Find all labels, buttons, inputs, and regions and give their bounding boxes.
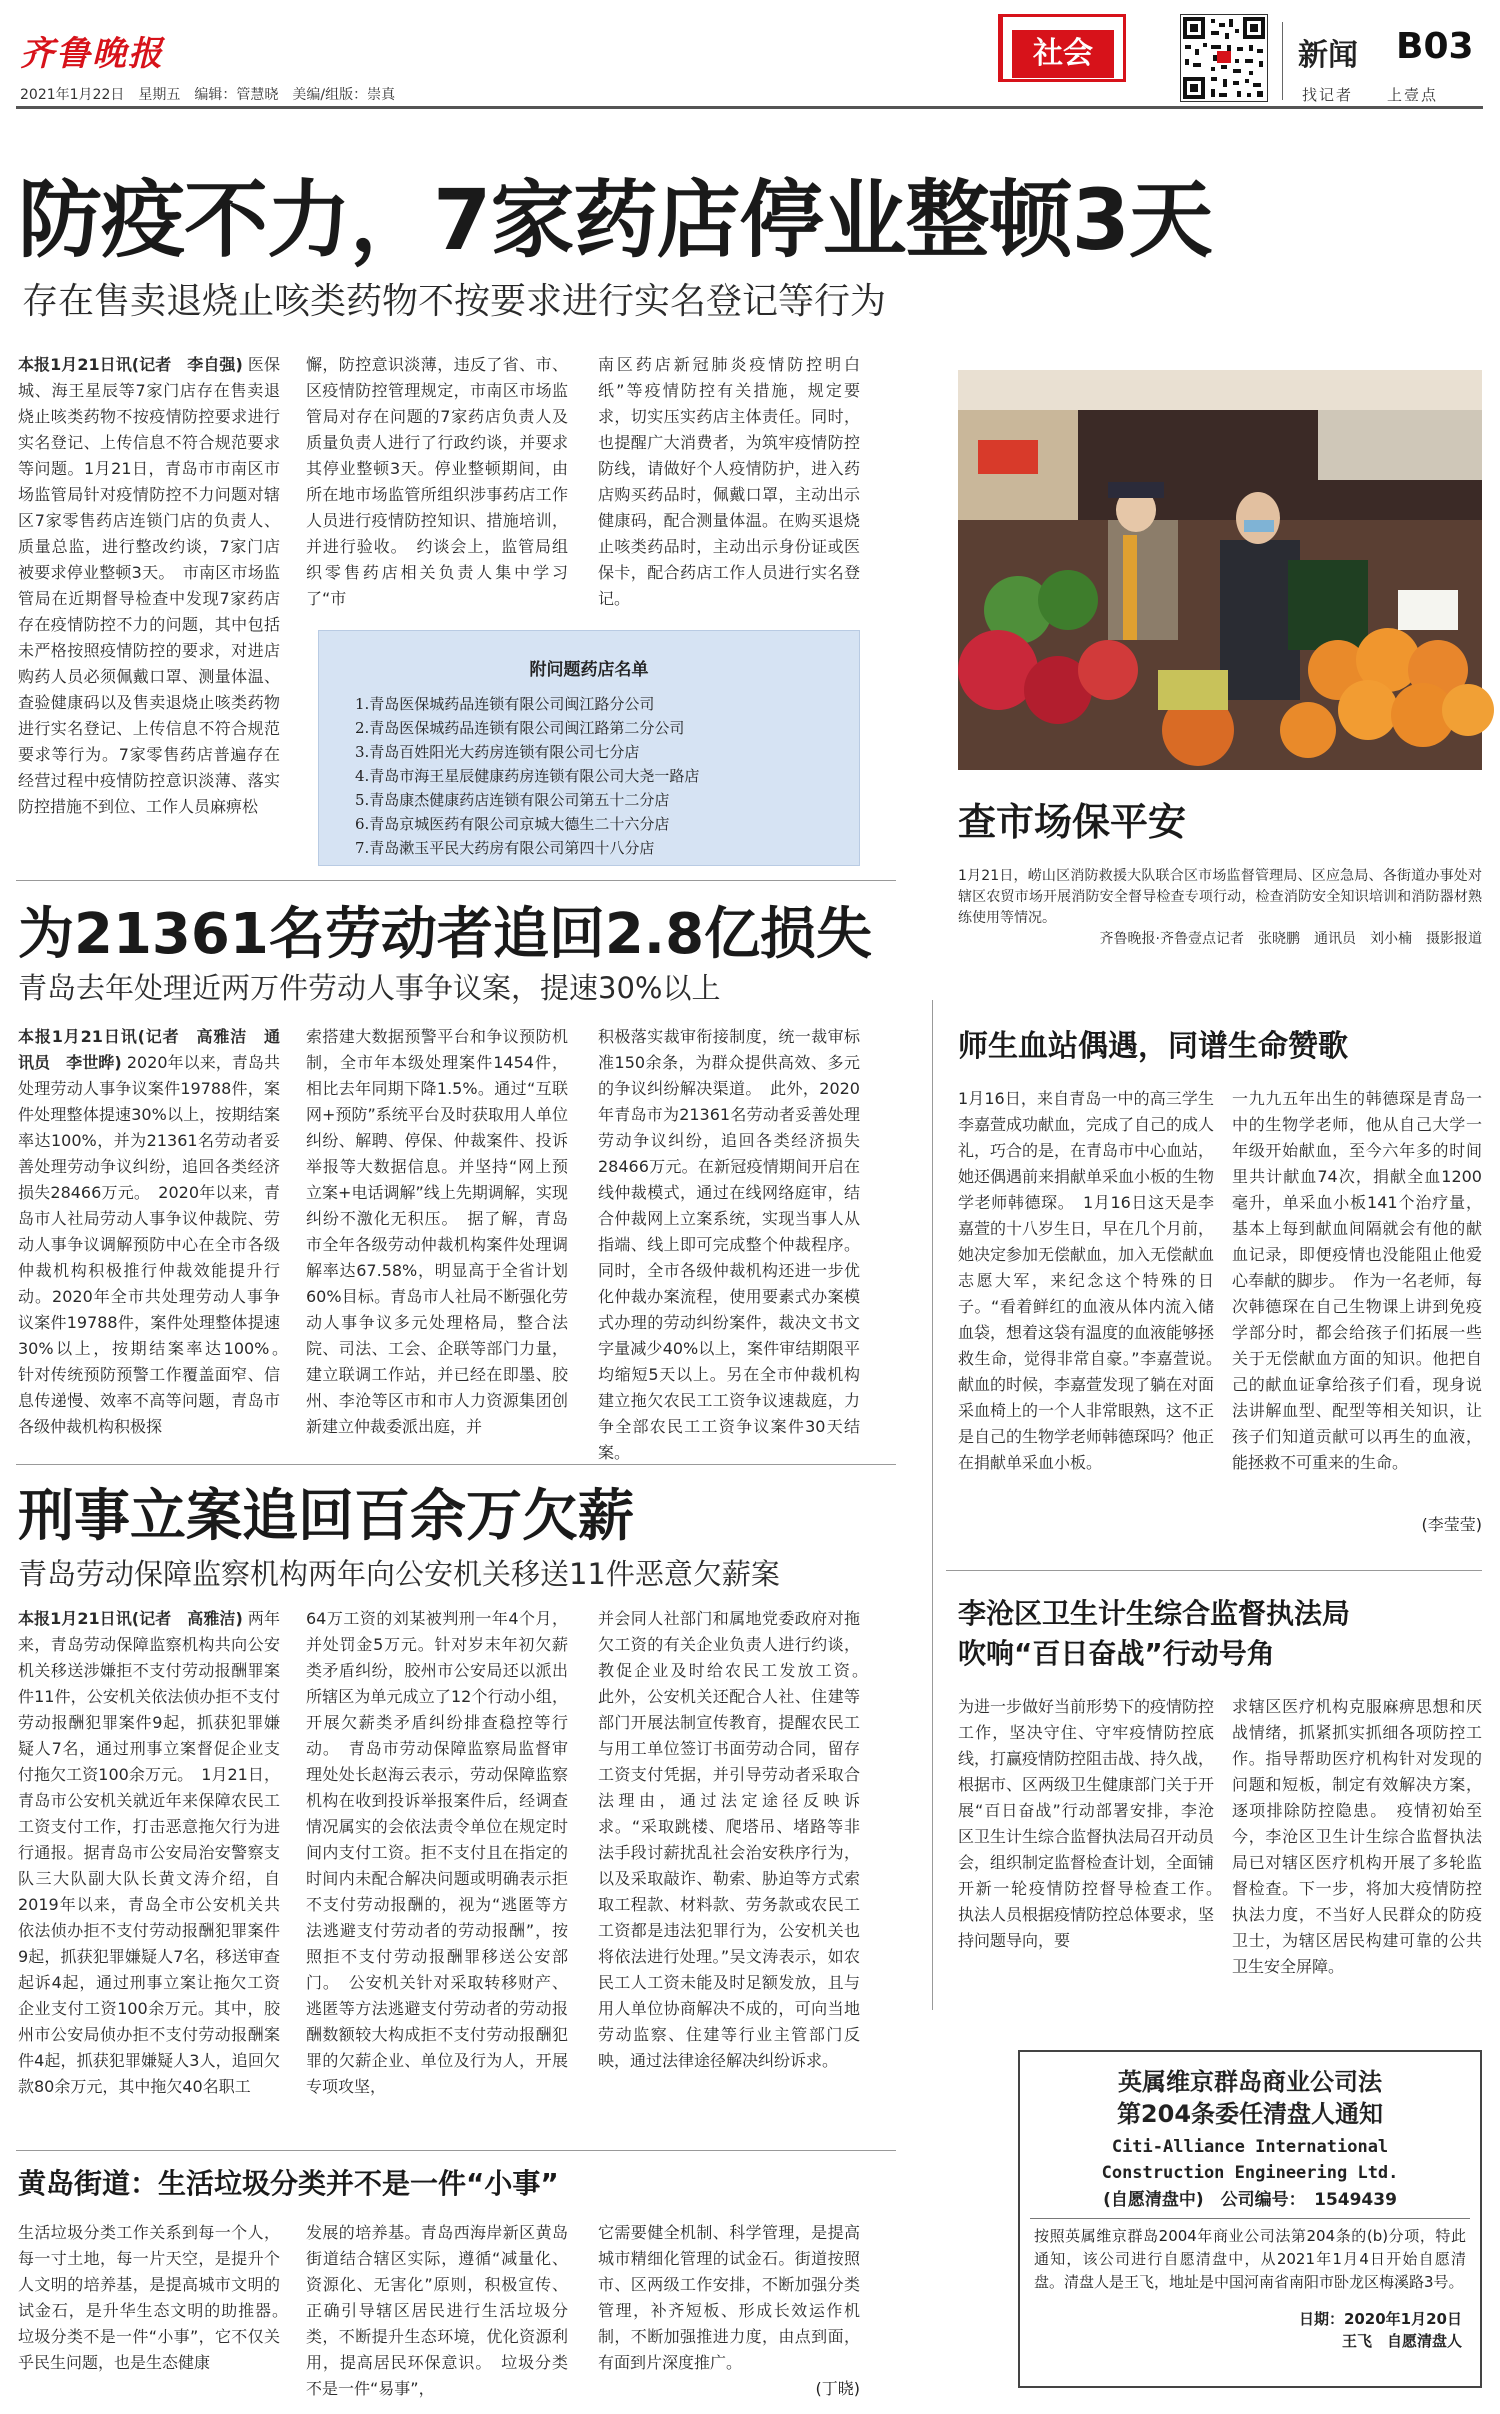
column-divider-right xyxy=(932,1000,933,2010)
licang-headline-1: 李沧区卫生计生综合监督执法局 xyxy=(958,1597,1351,1630)
lead-byline: 本报1月21日讯(记者 李自强) xyxy=(18,355,243,374)
notice-en-1: Citi-Alliance International xyxy=(1111,2137,1389,2157)
slogan: 找记者 上壹点 xyxy=(1302,86,1439,104)
wage-headline: 刑事立案追回百余万欠薪 xyxy=(18,1484,634,1549)
wage-text-3: 并会同人社部门和属地党委政府对拖欠工资的有关企业负责人进行约谈，教促企业及时给农民工发放工资。 此外，公安机关还配合人社、住建等部门开展法制宣传教育，提醒农民工与用工单位签订书面劳动合同，留存工资支付凭据，并引导劳动者采取合法理由，通过法定途径反映诉求。“采取跳楼、爬塔吊、堵路等非法手段讨薪扰乱社会治安秩序行为，以及采取敲诈、勒索、胁迫等方式索取工程款、材料款、劳务款或农民工工资都是违法犯罪行为，公安机关也将依法进行处理。”吴文涛表示，如农民工人工资未能及时足额发放，且与用人单位协商解决不成的，可向当地劳动监察、住建等行业主管部门反映，通过法律途径解决纠纷诉求。 xyxy=(598,1609,877,2070)
huangdao-column-3 xyxy=(598,2220,860,2376)
pharmacy-list xyxy=(319,692,859,860)
liquidation-notice xyxy=(1018,2050,1482,2388)
labor-byline: 本报1月21日讯(记者 高雅洁 通讯员 李世晔) xyxy=(18,1027,280,1072)
labor-top-rule xyxy=(16,880,896,881)
huangdao-author: (丁晓) xyxy=(815,2379,860,2398)
wage-text-2: 64万工资的刘某被判刑一年4个月，并处罚金5万元。针对岁末年初欠薪类矛盾纠纷，胶州市公安局还以派出所辖区为单元成立了12个行动小组，开展欠薪类矛盾纠纷排查稳控等行动。 青岛市劳动保障监察局监督审理处处长赵海云表示，劳动保障监察机构在收到投诉举报案件后，经调查情况属实的会依法责令单位在规定时间内支付工资。拒不支付且在指定的时间内未配合解决问题或明确表示拒不支付劳动报酬的，视为“逃匿等方法逃避支付劳动者的劳动报酬”，按照拒不支付劳动报酬罪移送公安部门。 公安机关针对采取转移财产、逃匿等方法逃避支付劳动者的劳动报酬数额较大构成拒不支付劳动报酬犯罪的欠薪企业、单位及行为人，开展专项攻坚， xyxy=(306,1609,568,2096)
lead-headline: 防疫不力，7家药店停业整顿3天 xyxy=(18,171,1212,269)
page-number: B03 xyxy=(1396,26,1474,67)
page-label: 新闻 xyxy=(1298,38,1358,73)
wage-column-1 xyxy=(18,1606,280,2126)
notice-title-2: 第204条委任清盘人通知 xyxy=(1116,2100,1384,2128)
lead-subhead: 存在售卖退烧止咳类药物不按要求进行实名登记等行为 xyxy=(22,281,887,322)
notice-en-2: Construction Engineering Ltd. xyxy=(1101,2163,1399,2183)
labor-text-2: 索搭建大数据预警平台和争议预防机制，全市年本级处理案件1454件，相比去年同期下降1.5%。通过“互联网+预防”系统平台及时获取用人单位纠纷、解聘、停保、仲裁案件、投诉举报等大数据信息。并坚持“网上预立案+电话调解”线上先期调解，实现纠纷不激化无积压。 据了解，青岛市全年各级劳动仲裁机构案件处理调解率达67.58%，明显高于全省计划60%目标。青岛市人社局不断强化劳动人事争议多元处理格局，整合法院、司法、工会、企联等部门力量，建立联调工作站，并已经在即墨、胶州、李沧等区市和市人力资源集团创新建立仲裁委派出庭，并 xyxy=(306,1027,568,1436)
market-caption: 1月21日，崂山区消防救援大队联合区市场监督管理局、区应急局、各街道办事处对辖区农贸市场开展消防安全督导检查专项行动，检查消防安全知识培训和消防器材熟练使用等情况。 xyxy=(958,868,1482,926)
licang-text-2: 求辖区医疗机构克服麻痹思想和厌战情绪，抓紧抓实抓细各项防控工作。指导帮助医疗机构针对发现的问题和短板，制定有效解决方案，逐项排除防控隐患。 疫情初始至今，李沧区卫生计生综合监督执法局已对辖区医疗机构开展了多轮监督检查。下一步，将加大疫情防控执法力度，不当好人民群众的防疫卫士，为辖区居民构建可靠的公共卫生安全屏障。 xyxy=(1232,1697,1482,1976)
wage-column-3 xyxy=(598,1606,877,2126)
list-item: 6.青岛京城医药有限公司京城大德生二十六分店 xyxy=(355,815,670,833)
wage-subhead: 青岛劳动保障监察机构两年向公安机关移送11件恶意欠薪案 xyxy=(18,1557,780,1591)
lead-text-3: 南区药店新冠肺炎疫情防控明白纸”等疫情防控有关措施，规定要求，切实压实药店主体责任。同时，也提醒广大消费者，为筑牢疫情防控防线，请做好个人疫情防护，进入药店购买药品时，佩戴口罩，主动出示健康码，配合测量体温。在购买退烧止咳类药品时，主动出示身份证或医保卡，配合药店工作人员进行实名登记。 xyxy=(598,355,860,608)
list-item: 3.青岛百姓阳光大药房连锁有限公司七分店 xyxy=(355,743,640,761)
lead-text-2: 懈，防控意识淡薄，违反了省、市、区疫情防控管理规定，市南区市场监管局对存在问题的7家药店负责人及质量负责人进行了行政约谈，并要求其停业整顿3天。停业整顿期间，由所在地市场监管所组织涉事药店工作人员进行疫情防控知识、措施培训，并进行验收。 约谈会上，监管局组织零售药店相关负责人集中学习了“市 xyxy=(306,355,568,608)
labor-text-3: 积极落实裁审衔接制度，统一裁审标准150余条，为群众提供高效、多元的争议纠纷解决渠道。 此外，2020年青岛市为21361名劳动者妥善处理劳动争议纠纷，追回各类经济损失28466万元。在新冠疫情期间开启在线仲裁模式，通过在线网络庭审，结合仲裁网上立案系统，实现当事人从指端、线上即可完成整个仲裁程序。同时，全市各级仲裁机构还进一步优化仲裁办案流程，使用要素式办案模式办理的劳动纠纷案件，裁决文书文字量减少40%以上，案件审结期限平均缩短5天以上。另在全市仲裁机构建立拖欠农民工工资争议速裁庭，力争全部农民工工资争议案件30天结案。 xyxy=(598,1027,860,1462)
list-item: 1.青岛医保城药品连锁有限公司闽江路分公司 xyxy=(355,695,655,713)
list-item: 7.青岛漱玉平民大药房有限公司第四十八分店 xyxy=(355,839,655,857)
licang-headline-2: 吹响“百日奋战”行动号角 xyxy=(958,1637,1275,1670)
market-headline: 查市场保平安 xyxy=(958,800,1187,844)
pharmacy-list-box xyxy=(318,630,860,866)
labor-column-1 xyxy=(18,1024,297,1444)
huangdao-text-2: 发展的培养基。青岛西海岸新区黄岛街道结合辖区实际，遵循“减量化、资源化、无害化”原则，积极宣传、正确引导辖区居民进行生活垃圾分类，不断提升生态环境，优化资源利用，提高居民环保意识。 垃圾分类不是一件“易事”， xyxy=(306,2223,568,2398)
lead-column-1 xyxy=(18,352,280,854)
huangdao-headline: 黄岛街道：生活垃圾分类并不是一件“小事” xyxy=(18,2167,559,2200)
licang-column-2 xyxy=(1232,1694,1482,2004)
market-photo xyxy=(958,370,1482,770)
lead-column-2 xyxy=(306,352,568,614)
licang-text-1: 为进一步做好当前形势下的疫情防控工作，坚决守住、守牢疫情防控底线，打赢疫情防控阻击战、持久战，根据市、区两级卫生健康部门关于开展“百日奋战”行动部署安排，李沧区卫生计生综合监督执法局召开动员会，组织制定监督检查计划，全面铺开新一轮疫情防控督导检查工作。 执法人员根据疫情防控总体要求，坚持问题导向，要 xyxy=(958,1697,1231,1950)
licang-column-1 xyxy=(958,1694,1231,2004)
masthead-rule xyxy=(16,106,1483,109)
blood-text-2: 一九九五年出生的韩德琛是青岛一中的生物学老师，他从自己大学一年级开始献血，至今六年多的时间里共计献血74次，捐献全血1200毫升，单采血小板141个治疗量，基本上每到献血间隔就会有他的献血记录，即便疫情也没能阻止他爱心奉献的脚步。 作为一名老师，每次韩德琛在自己生物课上讲到免疫学部分时，都会给孩子们拓展一些关于无偿献血方面的知识。他把自己的献血证拿给孩子们看，现身说法讲解血型、配型等相关知识，让孩子们知道贡献可以再生的血液，能拯救不可重来的生命。 xyxy=(1232,1089,1482,1472)
lead-column-3 xyxy=(598,352,860,614)
wage-column-2 xyxy=(306,1606,568,2126)
wage-top-rule xyxy=(16,1464,896,1465)
market-credit: 齐鲁晚报·齐鲁壹点记者 张晓鹏 通讯员 刘小楠 摄影报道 xyxy=(1099,931,1482,947)
lead-text-1: 医保城、海王星辰等7家门店存在售卖退烧止咳类药物不按疫情防控要求进行实名登记、上传信息不符合规范要求等问题。1月21日，青岛市市南区市场监管局针对疫情防控不力问题对辖区7家零售药店连锁门店的负责人、质量总监，进行整改约谈，7家门店被要求停业整顿3天。 市南区市场监管局在近期督导检查中发现7家药店存在疫情防控不力的问题，其中包括未严格按照疫情防控的要求，对进店购药人员必须佩戴口罩、测量体温、查验健康码以及售卖退烧止咳类药物进行实名登记、上传信息不符合规范要求等行为。7家零售药店普遍存在经营过程中疫情防控意识淡薄、落实防控措施不到位、工作人员麻痹松 xyxy=(18,355,280,816)
notice-body: 按照英属维京群岛2004年商业公司法第204条的(b)分项，特此通知，该公司进行自愿清盘中，从2021年1月4日开始自愿清盘。清盘人是王飞，地址是中国河南省南阳市卧龙区梅溪路3号。 xyxy=(1034,2227,1466,2291)
blood-text-1: 1月16日，来自青岛一中的高三学生李嘉萱成功献血，完成了自己的成人礼，巧合的是，在青岛市中心血站，她还偶遇前来捐献单采血小板的生物学老师韩德琛。 1月16日这天是李嘉萱的十八岁生日，早在几个月前，她决定参加无偿献血，加入无偿献血志愿大军，来纪念这个特殊的日子。“看着鲜红的血液从体内流入储血袋，想着这袋有温度的血液能够拯救生命，觉得非常自豪。”李嘉萱说。 献血的时候，李嘉萱发现了躺在对面采血椅上的一个人非常眼熟，这不正是自己的生物学老师韩德琛吗？他正在捐献单采血小板。 xyxy=(958,1089,1231,1472)
notice-signer: 王飞 自愿清盘人 xyxy=(1341,2332,1462,2350)
huangdao-column-2 xyxy=(306,2220,568,2402)
section-label: 社会 xyxy=(1012,30,1114,78)
huangdao-top-rule xyxy=(16,2150,896,2151)
qr-code xyxy=(1180,14,1268,102)
labor-text-1: 2020年以来，青岛共处理劳动人事争议案件19788件，案件处理整体提速30%以上，按期结案率达100%，并为21361名劳动者妥善处理劳动争议纠纷，追回各类经济损失28466万元。 2020年以来，青岛市人社局劳动人事争议仲裁院、劳动人事争议调解预防中心在全市各级仲裁机构积极推行仲裁效能提升行动。2020年全市共处理劳动人事争议案件19788件，案件处理整体提速30%以上，按期结案率达100%。 针对传统预防预警工作覆盖面窄、信息传递慢、效率不高等问题，青岛市各级仲裁机构积极探 xyxy=(18,1053,297,1436)
blood-headline: 师生血站偶遇，同谱生命赞歌 xyxy=(958,1029,1348,1064)
wage-text-1: 两年来，青岛劳动保障监察机构共向公安机关移送涉嫌拒不支付劳动报酬罪案件11件，公安机关依法侦办拒不支付劳动报酬犯罪案件9起，抓获犯罪嫌疑人7名，通过刑事立案督促企业支付拖欠工资100余万元。 1月21日，青岛市公安机关就近年来保障农民工工资支付工作，打击恶意拖欠行为进行通报。据青岛市公安局治安警察支队三大队副大队长黄文涛介绍，自2019年以来，青岛全市公安机关共依法侦办拒不支付劳动报酬犯罪案件9起，抓获犯罪嫌疑人7名，移送审查起诉4起，通过刑事立案让拖欠工资企业支付工资100余万元。其中，胶州市公安局侦办拒不支付劳动报酬案件4起，抓获犯罪嫌疑人3人，追回欠款80余万元，其中拖欠40名职工 xyxy=(18,1609,280,2096)
date-line: 2021年1月22日 星期五 编辑：管慧晓 美编/组版：崇真 xyxy=(20,87,396,103)
list-item: 2.青岛医保城药品连锁有限公司闽江路第二分公司 xyxy=(355,719,685,737)
newspaper-logo: 齐鲁晚报 xyxy=(20,34,164,74)
licang-top-rule xyxy=(946,1570,1482,1571)
labor-column-3 xyxy=(598,1024,860,1462)
blood-column-1 xyxy=(958,1086,1231,1544)
list-item: 5.青岛康杰健康药店连锁有限公司第五十二分店 xyxy=(355,791,670,809)
notice-company-id: (自愿清盘中) 公司编号： 1549439 xyxy=(1103,2190,1397,2210)
blood-column-2 xyxy=(1232,1086,1482,1504)
labor-subhead: 青岛去年处理近两万件劳动人事争议案，提速30%以上 xyxy=(18,971,721,1005)
wage-byline: 本报1月21日讯(记者 高雅洁) xyxy=(18,1609,243,1628)
notice-title-1: 英属维京群岛商业公司法 xyxy=(1118,2068,1382,2096)
pharmacy-list-title: 附问题药店名单 xyxy=(529,660,649,680)
huangdao-text-1: 生活垃圾分类工作关系到每一个人，每一寸土地，每一片天空，是提升个人文明的培养基，是提高城市文明的试金石，是升华生态文明的助推器。 垃圾分类不是一件“小事”，它不仅关乎民生问题，也是生态健康 xyxy=(18,2223,297,2372)
masthead-divider xyxy=(1282,22,1283,100)
labor-column-2 xyxy=(306,1024,568,1444)
list-item: 4.青岛市海王星辰健康药房连锁有限公司大尧一路店 xyxy=(355,767,700,785)
huangdao-column-1 xyxy=(18,2220,297,2402)
notice-date: 日期：2020年1月20日 xyxy=(1298,2310,1462,2328)
huangdao-text-3: 它需要健全机制、科学管理，是提高城市精细化管理的试金石。街道按照市、区两级工作安排，不断加强分类管理，补齐短板、形成长效运作机制，不断加强推进力度，由点到面，有面到片深度推广。 xyxy=(598,2223,860,2372)
blood-author: (李莹莹) xyxy=(1421,1515,1482,1534)
labor-headline: 为21361名劳动者追回2.8亿损失 xyxy=(18,902,873,967)
